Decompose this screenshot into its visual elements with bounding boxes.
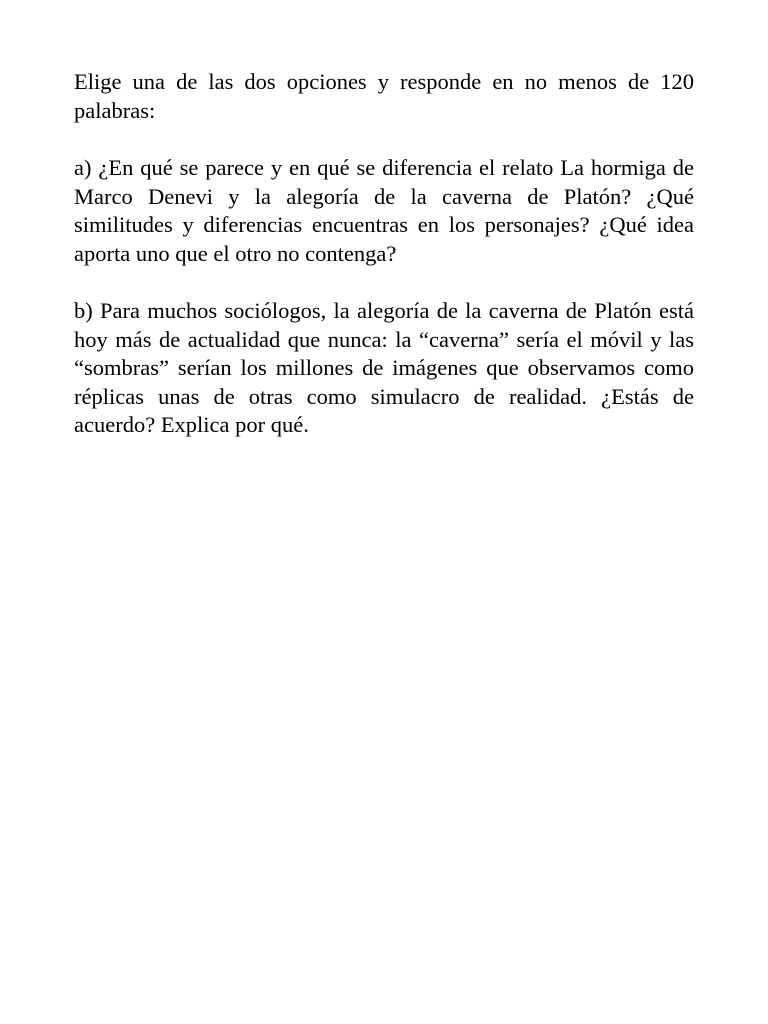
option-a-paragraph: a) ¿En qué se parece y en qué se diferencia el relato La hormiga de Marco Denevi y la alegoría de la caverna de Platón? ¿Qué similitudes y diferencias encuentras en los personajes? ¿Qué idea aporta uno que el otro no contenga? (74, 155, 694, 266)
instructions-paragraph: Elige una de las dos opciones y responde en no menos de 120 palabras: (74, 69, 694, 123)
option-b-paragraph: b) Para muchos sociólogos, la alegoría de la caverna de Platón está hoy más de actualidad que nunca: la “caverna” sería el móvil y las “sombras” serían los millones de imágenes que observamos como réplicas unas de otras como simulacro de realidad. ¿Estás de acuerdo? Explica por qué. (74, 298, 694, 437)
document-body (74, 68, 694, 440)
